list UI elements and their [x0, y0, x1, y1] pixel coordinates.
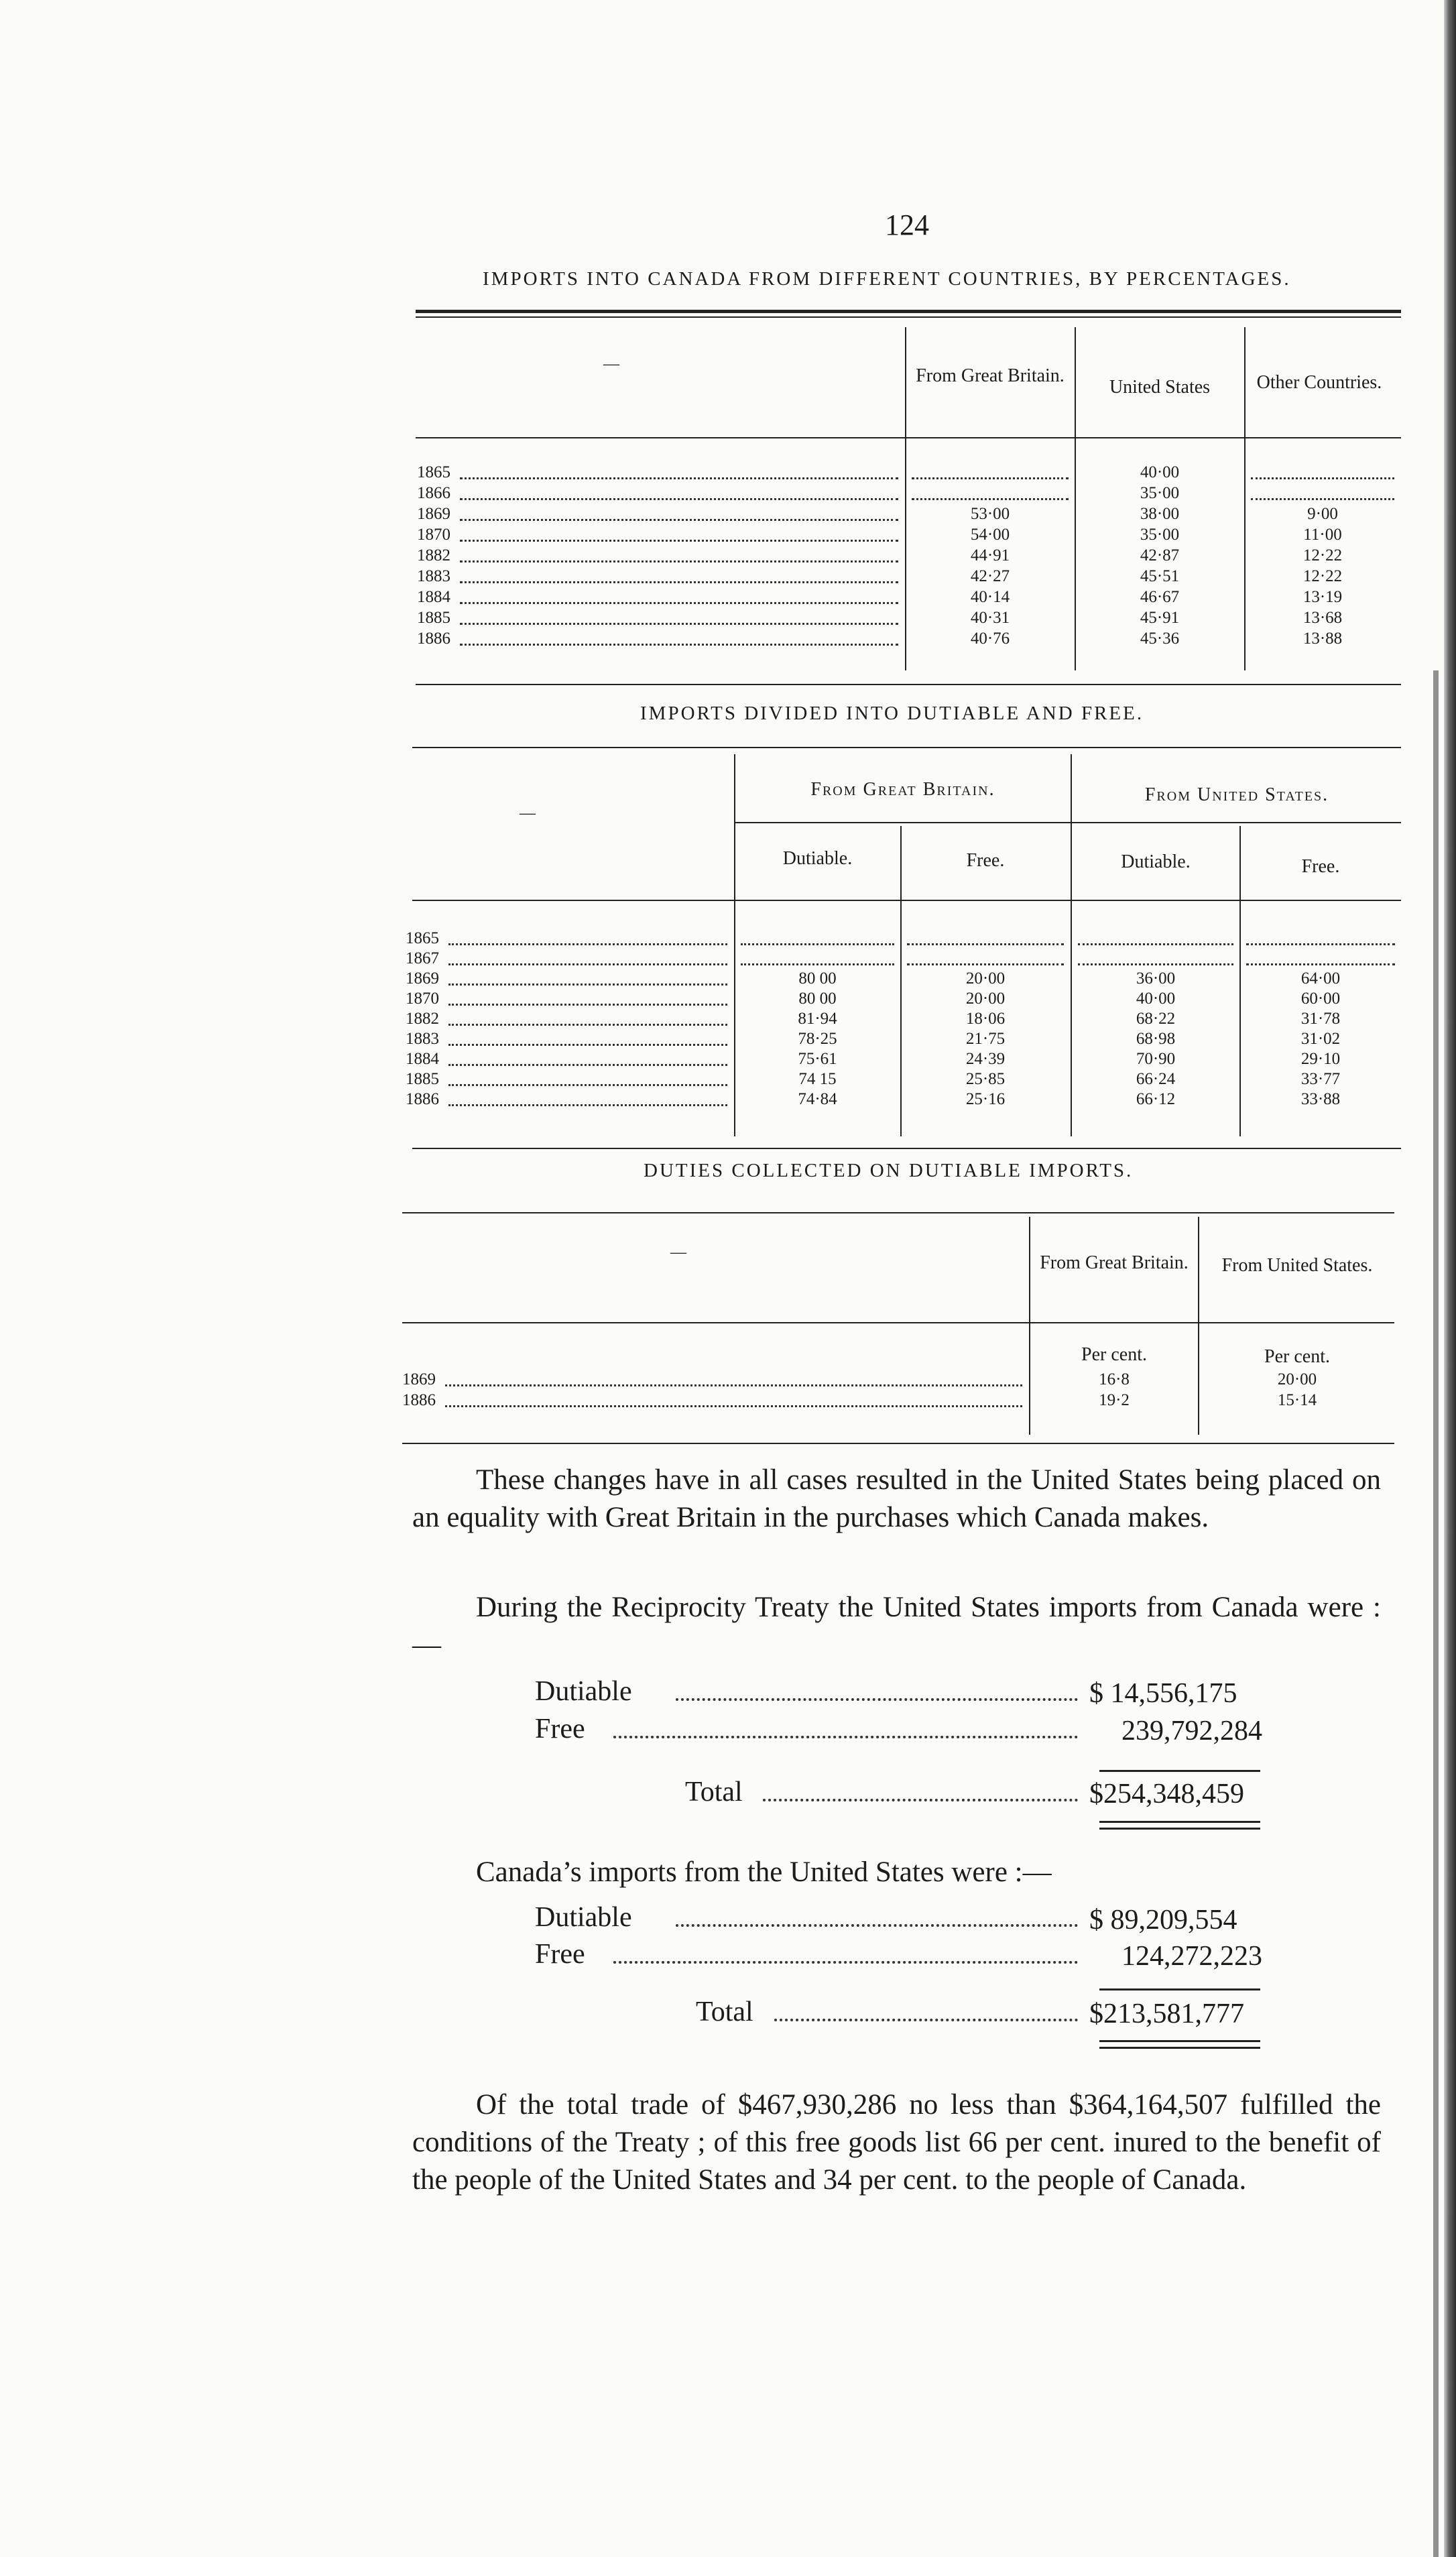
table-cell-us_d: 66·24	[1136, 1070, 1176, 1088]
table3-divider	[1198, 1217, 1199, 1435]
table-cell-gb_f: 25·16	[965, 1090, 1006, 1108]
table3-unit-us: Per cent.	[1264, 1346, 1330, 1367]
total-double-rule	[1099, 1821, 1260, 1823]
leader-dots	[448, 1064, 727, 1066]
leader-dots	[460, 602, 898, 604]
table-cell-gb_d: 80 00	[798, 969, 837, 988]
leader-dots	[448, 1024, 727, 1026]
table-cell-us_f: 31·02	[1300, 1030, 1341, 1048]
table1-top-rule-thin	[416, 316, 1401, 318]
table-cell-gb: 40·31	[970, 609, 1010, 627]
table-cell-gb_d: 80 00	[798, 990, 837, 1008]
table1-col-header-gb: From Great Britain.	[916, 365, 1065, 386]
table2-sub-header: Free.	[1301, 856, 1340, 877]
table-cell-other: 12·22	[1302, 567, 1343, 585]
table-cell-us_d: 68·22	[1136, 1010, 1176, 1028]
leader-dots	[448, 1004, 727, 1006]
table-cell-us: 46·67	[1140, 588, 1180, 606]
table-cell-us: 38·00	[1140, 505, 1180, 523]
table-cell-gb_f: 25·85	[965, 1070, 1006, 1088]
leader-dots	[676, 1924, 1078, 1927]
table-cell-us: 35·00	[1140, 484, 1180, 502]
leader-dots	[448, 1084, 727, 1086]
table2-stub-header: —	[520, 805, 536, 822]
leader-dots	[448, 1044, 727, 1046]
recip-free-label: Free	[535, 1714, 585, 1744]
table2-group-header-gb: From Great Britain.	[810, 779, 995, 800]
table-cell-gb_f: 18·06	[965, 1010, 1006, 1028]
canada-dutiable-value: $ 89,209,554	[1089, 1905, 1237, 1936]
table1-caption: IMPORTS INTO CANADA FROM DIFFERENT COUNTRIES, BY PERCENTAGES.	[483, 268, 1291, 290]
sum-rule	[1099, 1988, 1260, 1990]
table-cell-gb: 16·8	[1099, 1370, 1130, 1388]
table3-bottom-rule	[402, 1443, 1394, 1444]
table3-caption: DUTIES COLLECTED ON DUTIABLE IMPORTS.	[644, 1160, 1134, 1181]
recip-dutiable-label: Dutiable	[535, 1676, 632, 1707]
table-cell-us: 45·91	[1140, 609, 1180, 627]
row-year: 1865	[417, 463, 450, 481]
table3-top-rule	[402, 1212, 1394, 1213]
table-cell-gb: 40·14	[970, 588, 1010, 606]
table-cell-us: 20·00	[1277, 1370, 1317, 1388]
empty-cell-dots	[912, 498, 1069, 500]
table-cell-other: 11·00	[1303, 526, 1342, 544]
recip-total-value: $254,348,459	[1089, 1779, 1244, 1809]
total-double-rule	[1099, 1828, 1260, 1830]
recip-total-label: Total	[685, 1777, 743, 1807]
table-cell-gb_d: 75·61	[798, 1050, 837, 1068]
table-cell-gb_d: 78·25	[798, 1030, 837, 1048]
table-cell-us_f: 60·00	[1300, 990, 1341, 1008]
leader-dots	[460, 498, 898, 500]
table3-header-rule	[402, 1322, 1394, 1323]
table-cell-us: 35·00	[1140, 526, 1180, 544]
row-year: 1869	[406, 969, 439, 988]
row-year: 1885	[417, 609, 450, 627]
leader-dots	[445, 1405, 1022, 1407]
empty-cell-dots	[1078, 963, 1233, 965]
row-year: 1882	[406, 1010, 439, 1028]
page-number: 124	[885, 209, 929, 241]
table-cell-gb: 54·00	[970, 526, 1010, 544]
table-cell-us: 45·36	[1140, 630, 1180, 648]
table-cell-gb_f: 20·00	[965, 990, 1006, 1008]
total-double-rule	[1099, 2040, 1260, 2042]
canada-free-label: Free	[535, 1939, 585, 1970]
table-cell-us_d: 70·90	[1136, 1050, 1176, 1068]
table-cell-other: 13·68	[1302, 609, 1343, 627]
table2-bottom-rule	[412, 1148, 1401, 1149]
empty-cell-dots	[912, 477, 1069, 479]
leader-dots	[460, 623, 898, 625]
table-cell-gb_f: 21·75	[965, 1030, 1006, 1048]
leader-dots	[448, 1104, 727, 1106]
row-year: 1865	[406, 929, 439, 947]
paragraph-reciprocity: During the Reciprocity Treaty the United States imports from Canada were :—	[412, 1592, 1381, 1661]
row-year: 1867	[406, 949, 439, 967]
leader-dots	[613, 1961, 1078, 1964]
empty-cell-dots	[1246, 943, 1395, 945]
leader-dots	[460, 519, 898, 521]
leader-dots	[460, 477, 898, 479]
table3-stub-header: —	[670, 1244, 686, 1261]
paragraph-total-trade: Of the total trade of $467,930,286 no less than $364,164,507 fulfilled the conditions of the Treaty ; of this free goods list 66 per cent. inured to the benefit of the people of the United States and 34 per cent. to the people of Canada.	[412, 2089, 1381, 2196]
table1-top-rule	[416, 310, 1401, 313]
table-cell-us_f: 33·88	[1300, 1090, 1341, 1108]
empty-cell-dots	[741, 963, 894, 965]
total-double-rule	[1099, 2047, 1260, 2049]
table-cell-other: 13·19	[1302, 588, 1343, 606]
table2-divider	[1071, 754, 1072, 1136]
table-cell-us: 15·14	[1277, 1391, 1317, 1409]
table-cell-gb_d: 74·84	[798, 1090, 837, 1108]
leader-dots	[460, 560, 898, 562]
table-cell-us_d: 36·00	[1136, 969, 1176, 988]
table2-sub-header: Free.	[966, 850, 1005, 871]
table1-col-header-us: United States	[1109, 377, 1211, 398]
row-year: 1883	[417, 567, 450, 585]
table-cell-us: 42·87	[1140, 546, 1180, 564]
leader-dots	[460, 540, 898, 542]
row-year: 1869	[417, 505, 450, 523]
row-year: 1870	[417, 526, 450, 544]
empty-cell-dots	[1251, 477, 1394, 479]
table3-col-header-us: From United States.	[1221, 1255, 1373, 1276]
row-year: 1870	[406, 990, 439, 1008]
paragraph-changes: These changes have in all cases resulted in the United States being placed on an equality with Great Britain in the purchases which Canada makes.	[412, 1464, 1381, 1533]
table2-sub-header: Dutiable.	[782, 848, 853, 869]
table1-bottom-rule	[416, 684, 1401, 685]
table2-group-rule	[735, 822, 1401, 823]
canada-dutiable-label: Dutiable	[535, 1902, 632, 1933]
leader-dots	[460, 644, 898, 646]
canada-free-value: 124,272,223	[1121, 1941, 1262, 1972]
row-year: 1885	[406, 1070, 439, 1088]
table2-sub-header: Dutiable.	[1121, 851, 1191, 872]
empty-cell-dots	[1078, 943, 1233, 945]
row-year: 1886	[402, 1391, 436, 1409]
row-year: 1886	[406, 1090, 439, 1108]
table-cell-us_f: 29·10	[1300, 1050, 1341, 1068]
row-year: 1884	[406, 1050, 439, 1068]
empty-cell-dots	[1251, 498, 1394, 500]
table2-group-header-us: From United States.	[1144, 784, 1329, 805]
leader-dots	[613, 1736, 1078, 1738]
canada-total-label: Total	[696, 1997, 753, 2027]
table3-col-header-gb: From Great Britain.	[1040, 1252, 1189, 1273]
table-cell-gb_d: 81·94	[798, 1010, 837, 1028]
table-cell-other: 9·00	[1307, 505, 1338, 523]
paragraph-canada-imports: Canada’s imports from the United States were :—	[476, 1856, 1052, 1888]
row-year: 1883	[406, 1030, 439, 1048]
empty-cell-dots	[907, 943, 1064, 945]
table2-header-rule	[412, 900, 1401, 901]
table-cell-us_f: 64·00	[1300, 969, 1341, 988]
canada-total-value: $213,581,777	[1089, 1999, 1244, 2029]
table3-unit-gb: Per cent.	[1081, 1344, 1147, 1365]
leader-dots	[774, 2019, 1078, 2021]
table-cell-gb_d: 74 15	[798, 1070, 837, 1088]
page-edge-shadow	[1444, 0, 1456, 2557]
table-cell-gb: 44·91	[970, 546, 1010, 564]
table-cell-us_f: 31·78	[1300, 1010, 1341, 1028]
table-cell-gb_f: 24·39	[965, 1050, 1006, 1068]
leader-dots	[448, 963, 727, 965]
empty-cell-dots	[1246, 963, 1395, 965]
table-cell-gb: 42·27	[970, 567, 1010, 585]
table-cell-other: 12·22	[1302, 546, 1343, 564]
table-cell-gb: 53·00	[970, 505, 1010, 523]
page-binding-shadow	[1433, 670, 1439, 2557]
sum-rule	[1099, 1770, 1260, 1772]
leader-dots	[445, 1384, 1022, 1386]
row-year: 1869	[402, 1370, 436, 1388]
recip-dutiable-value: $ 14,556,175	[1089, 1678, 1237, 1709]
table2-caption: IMPORTS DIVIDED INTO DUTIABLE AND FREE.	[640, 703, 1144, 724]
table2-top-rule	[412, 747, 1401, 748]
leader-dots	[676, 1698, 1078, 1701]
row-year: 1882	[417, 546, 450, 564]
table-cell-gb: 19·2	[1099, 1391, 1130, 1409]
table-cell-us_f: 33·77	[1300, 1070, 1341, 1088]
leader-dots	[763, 1799, 1078, 1801]
leader-dots	[460, 581, 898, 583]
table-cell-other: 13·88	[1302, 630, 1343, 648]
leader-dots	[448, 984, 727, 986]
table-cell-us_d: 40·00	[1136, 990, 1176, 1008]
table-cell-us_d: 68·98	[1136, 1030, 1176, 1048]
leader-dots	[448, 943, 727, 945]
empty-cell-dots	[741, 943, 894, 945]
table1-header-rule	[416, 437, 1401, 438]
recip-free-value: 239,792,284	[1121, 1716, 1262, 1746]
table-cell-gb: 40·76	[970, 630, 1010, 648]
row-year: 1866	[417, 484, 450, 502]
empty-cell-dots	[907, 963, 1064, 965]
table-cell-us_d: 66·12	[1136, 1090, 1176, 1108]
table-cell-us: 40·00	[1140, 463, 1180, 481]
table-cell-gb_f: 20·00	[965, 969, 1006, 988]
row-year: 1884	[417, 588, 450, 606]
table1-col-header-other: Other Countries.	[1256, 372, 1382, 393]
table-cell-us: 45·51	[1140, 567, 1180, 585]
row-year: 1886	[417, 630, 450, 648]
table1-stub-header: —	[603, 355, 619, 373]
